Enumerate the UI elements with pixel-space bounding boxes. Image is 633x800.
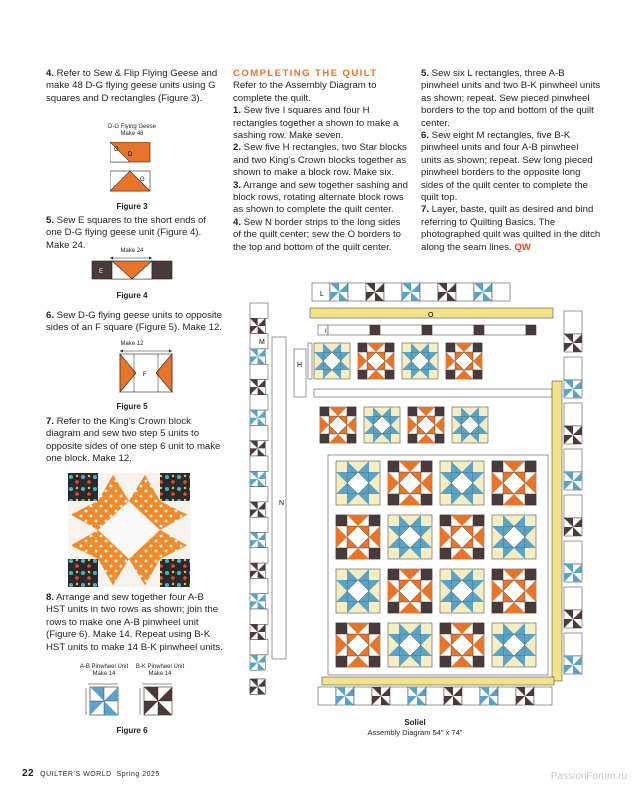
crown-corner bbox=[388, 461, 399, 472]
m-rectangle bbox=[250, 640, 268, 655]
h-rectangle bbox=[294, 349, 306, 397]
l-rectangle bbox=[318, 687, 336, 705]
figure-5-make: Make 12 bbox=[120, 341, 144, 347]
column-2 bbox=[233, 68, 411, 254]
h-rectangle bbox=[308, 343, 312, 379]
h-rectangle bbox=[380, 325, 422, 335]
step-5-text: 5. Sew E squares to the short ends of one D-G flying geese unit (Figure 4). Make 24. bbox=[46, 215, 207, 251]
figure-6-ab-title: A-B Pinwheel Unit Make 14 bbox=[79, 664, 129, 677]
label-h: H bbox=[297, 362, 303, 369]
l-rectangle bbox=[354, 687, 372, 705]
crown-corner bbox=[369, 548, 380, 559]
o-border-bottom bbox=[322, 677, 554, 685]
crown-corner bbox=[336, 515, 347, 526]
intro-text: Refer to the Assembly Diagram to complete the quilt. bbox=[233, 80, 377, 104]
crown-corner bbox=[525, 494, 536, 505]
completing-step-5: 5. Sew six L rectangles, three A-B pinwheel units and two B-K pinwheel units as shown; repeat. Sew pieced pinwheel borders to the top and bottom of the quilt center. bbox=[421, 68, 601, 129]
sashing-row bbox=[314, 389, 552, 397]
figure-4-diagram bbox=[90, 256, 174, 280]
m-rectangle bbox=[564, 633, 582, 656]
label-l: L bbox=[320, 291, 324, 298]
crown-corner bbox=[435, 407, 444, 416]
crown-corner bbox=[473, 623, 484, 634]
crown-corner bbox=[369, 515, 380, 526]
crown-corner bbox=[369, 656, 380, 667]
crown-corner bbox=[473, 548, 484, 559]
crown-corner bbox=[525, 569, 536, 580]
completing-step-3: 3. Arrange and sew together sashing and block rows, rotating alternate block rows as shown to complete the quilt center. bbox=[233, 179, 408, 216]
o-border-right bbox=[552, 381, 562, 681]
crown-corner bbox=[347, 407, 356, 416]
step-6-text: 6. Sew D-G flying geese units to opposite sides of an F square (Figure 5). Make 12. bbox=[46, 310, 222, 334]
m-rectangle bbox=[250, 609, 268, 624]
l-rectangle bbox=[462, 687, 480, 705]
i-square bbox=[526, 325, 536, 335]
label-o: O bbox=[428, 312, 434, 319]
column-1 bbox=[46, 68, 224, 105]
figure-6-diagram bbox=[84, 682, 184, 718]
crown-corner bbox=[492, 569, 503, 580]
fig3-label-d: D bbox=[128, 152, 133, 158]
crown-corner bbox=[473, 343, 482, 352]
page-footer bbox=[22, 768, 160, 779]
crown-corner bbox=[336, 623, 347, 634]
page-number: 22 bbox=[22, 768, 35, 779]
crown-corner bbox=[388, 494, 399, 505]
m-rectangle bbox=[250, 364, 268, 379]
l-rectangle bbox=[498, 687, 516, 705]
completing-step-6: 6. Sew eight M rectangles, five B-K pinwheel units and four A-B pinwheel units as shown; repeat. Sew long pieced pinwheel borders to the opposite long sides of the quilt center to complete the quilt top. bbox=[421, 130, 593, 204]
column-3 bbox=[421, 68, 601, 254]
fig5-label-f: F bbox=[143, 372, 147, 378]
end-mark: QW bbox=[514, 241, 531, 253]
crown-corner bbox=[435, 434, 444, 443]
figure-5-diagram bbox=[118, 349, 174, 393]
m-rectangle bbox=[250, 395, 268, 410]
crown-corner bbox=[492, 602, 503, 613]
m-rectangle bbox=[564, 357, 582, 380]
figure-6-caption: Figure 6 bbox=[116, 726, 148, 735]
step-8-block bbox=[46, 592, 224, 654]
step-7-block bbox=[46, 416, 224, 466]
l-rectangle bbox=[426, 687, 444, 705]
l-rectangle bbox=[456, 283, 474, 301]
issue: Spring 2025 bbox=[116, 771, 160, 778]
n-border bbox=[272, 337, 286, 659]
crown-corner bbox=[388, 569, 399, 580]
crown-corner bbox=[336, 548, 347, 559]
crown-corner bbox=[440, 515, 451, 526]
m-rectangle bbox=[564, 449, 582, 472]
m-rectangle bbox=[564, 541, 582, 564]
l-rectangle bbox=[348, 283, 366, 301]
ab-pinwheel-unit bbox=[86, 684, 118, 715]
crown-corner bbox=[473, 656, 484, 667]
crown-corner bbox=[525, 461, 536, 472]
crown-corner bbox=[385, 343, 394, 352]
m-rectangle bbox=[250, 487, 268, 502]
step-7-text: 7. Refer to the King’s Crown block diagram and sew two step 5 units to opposite sides of one step 6 unit to make one block. Make 12. bbox=[46, 416, 221, 465]
section-heading: COMPLETING THE QUILT bbox=[233, 68, 378, 79]
crown-corner bbox=[369, 623, 380, 634]
crown-corner bbox=[385, 370, 394, 379]
magazine-name: QUILTER’S WORLD bbox=[40, 771, 112, 778]
step-6-block bbox=[46, 310, 224, 335]
step-5-block bbox=[46, 215, 224, 252]
crown-corner bbox=[408, 434, 417, 443]
crown-corner bbox=[421, 569, 432, 580]
fig3-label-g2: G bbox=[140, 177, 145, 183]
m-rectangle bbox=[250, 425, 268, 440]
fig4-label-e: E bbox=[99, 269, 104, 275]
m-rectangle bbox=[564, 587, 582, 610]
completing-step-4: 4. Sew N border strips to the long sides of the quilt center; sew the O borders to the top and bottom of the quilt center. bbox=[233, 216, 401, 253]
crown-corner bbox=[440, 548, 451, 559]
h-rectangle bbox=[484, 325, 526, 335]
h-rectangle bbox=[328, 325, 370, 335]
figure-6-bk-title: B-K Pinwheel Unit Make 14 bbox=[135, 664, 185, 677]
crown-corner bbox=[358, 343, 367, 352]
l-rectangle bbox=[384, 283, 402, 301]
crown-corner bbox=[421, 602, 432, 613]
crown-corner bbox=[421, 494, 432, 505]
figure-3-title: D-G Flying Geese Make 48 bbox=[107, 124, 156, 137]
l-rectangle bbox=[420, 283, 438, 301]
crown-corner bbox=[446, 343, 455, 352]
crown-corner bbox=[440, 623, 451, 634]
label-n: N bbox=[279, 500, 285, 507]
crown-corner bbox=[446, 370, 455, 379]
assembly-diagram bbox=[248, 281, 586, 709]
m-rectangle bbox=[250, 456, 268, 471]
crown-corner bbox=[347, 434, 356, 443]
crown-corner bbox=[388, 602, 399, 613]
i-square bbox=[422, 325, 432, 335]
figure-5-caption: Figure 5 bbox=[116, 402, 148, 411]
step-4-text: 4. Refer to Sew & Flip Flying Geese and make 48 D-G flying geese units using G squares and D rectangles (Figure 3). bbox=[46, 68, 218, 104]
bk-pinwheel-unit bbox=[140, 684, 172, 715]
fig3-label-g: G bbox=[114, 147, 119, 153]
m-rectangle bbox=[564, 403, 582, 426]
l-rectangle bbox=[534, 687, 552, 705]
crown-corner bbox=[492, 461, 503, 472]
label-i: I bbox=[325, 329, 327, 335]
crown-corner bbox=[336, 656, 347, 667]
figure-4-make: Make 24 bbox=[120, 248, 144, 254]
assembly-subtitle: Assembly Diagram 54" x 74" bbox=[367, 728, 463, 737]
step-8-text: 8. Arrange and sew together four A-B HST units in two rows as shown; join the rows to make one A-B pinwheel unit (Figure 6). Make 14. Repeat using B-K HST units to make 14 B-K pinwheel units. bbox=[46, 592, 223, 653]
crown-corner bbox=[421, 461, 432, 472]
watermark: PassionForum.ru bbox=[550, 771, 627, 782]
figure-3-diagram bbox=[110, 142, 154, 194]
m-rectangle bbox=[564, 495, 582, 518]
crown-corner bbox=[358, 370, 367, 379]
assembly-title: Soliel bbox=[404, 718, 426, 727]
figure-4-caption: Figure 4 bbox=[116, 291, 148, 300]
crown-corner bbox=[320, 434, 329, 443]
figure-3-caption: Figure 3 bbox=[116, 202, 148, 211]
crown-corner bbox=[473, 515, 484, 526]
completing-step-1: 1. Sew five I squares and four H rectangles together a shown to make a sashing row. Make seven. bbox=[233, 105, 399, 142]
i-square bbox=[370, 325, 380, 335]
crown-corner bbox=[473, 370, 482, 379]
l-rectangle bbox=[492, 283, 510, 301]
i-square bbox=[474, 325, 484, 335]
m-rectangle bbox=[250, 303, 268, 318]
crown-corner bbox=[525, 602, 536, 613]
m-rectangle bbox=[250, 548, 268, 563]
kings-crown-block-photo bbox=[68, 473, 190, 587]
completing-step-2: 2. Sew five H rectangles, two Star blocks and two King’s Crown blocks together as shown to make a block row. Make six. bbox=[233, 142, 407, 179]
m-rectangle bbox=[250, 578, 268, 593]
m-rectangle bbox=[564, 311, 582, 334]
h-rectangle bbox=[432, 325, 474, 335]
m-rectangle bbox=[250, 517, 268, 532]
crown-corner bbox=[408, 407, 417, 416]
l-rectangle bbox=[390, 687, 408, 705]
completing-step-7: 7. Layer, baste, quilt as desired and bind referring to Quilting Basics. The photographed quilt was quilted in the ditch along the seam lines. QW bbox=[421, 204, 601, 253]
crown-corner bbox=[440, 656, 451, 667]
crown-corner bbox=[492, 494, 503, 505]
label-m: M bbox=[259, 339, 265, 346]
crown-corner bbox=[320, 407, 329, 416]
